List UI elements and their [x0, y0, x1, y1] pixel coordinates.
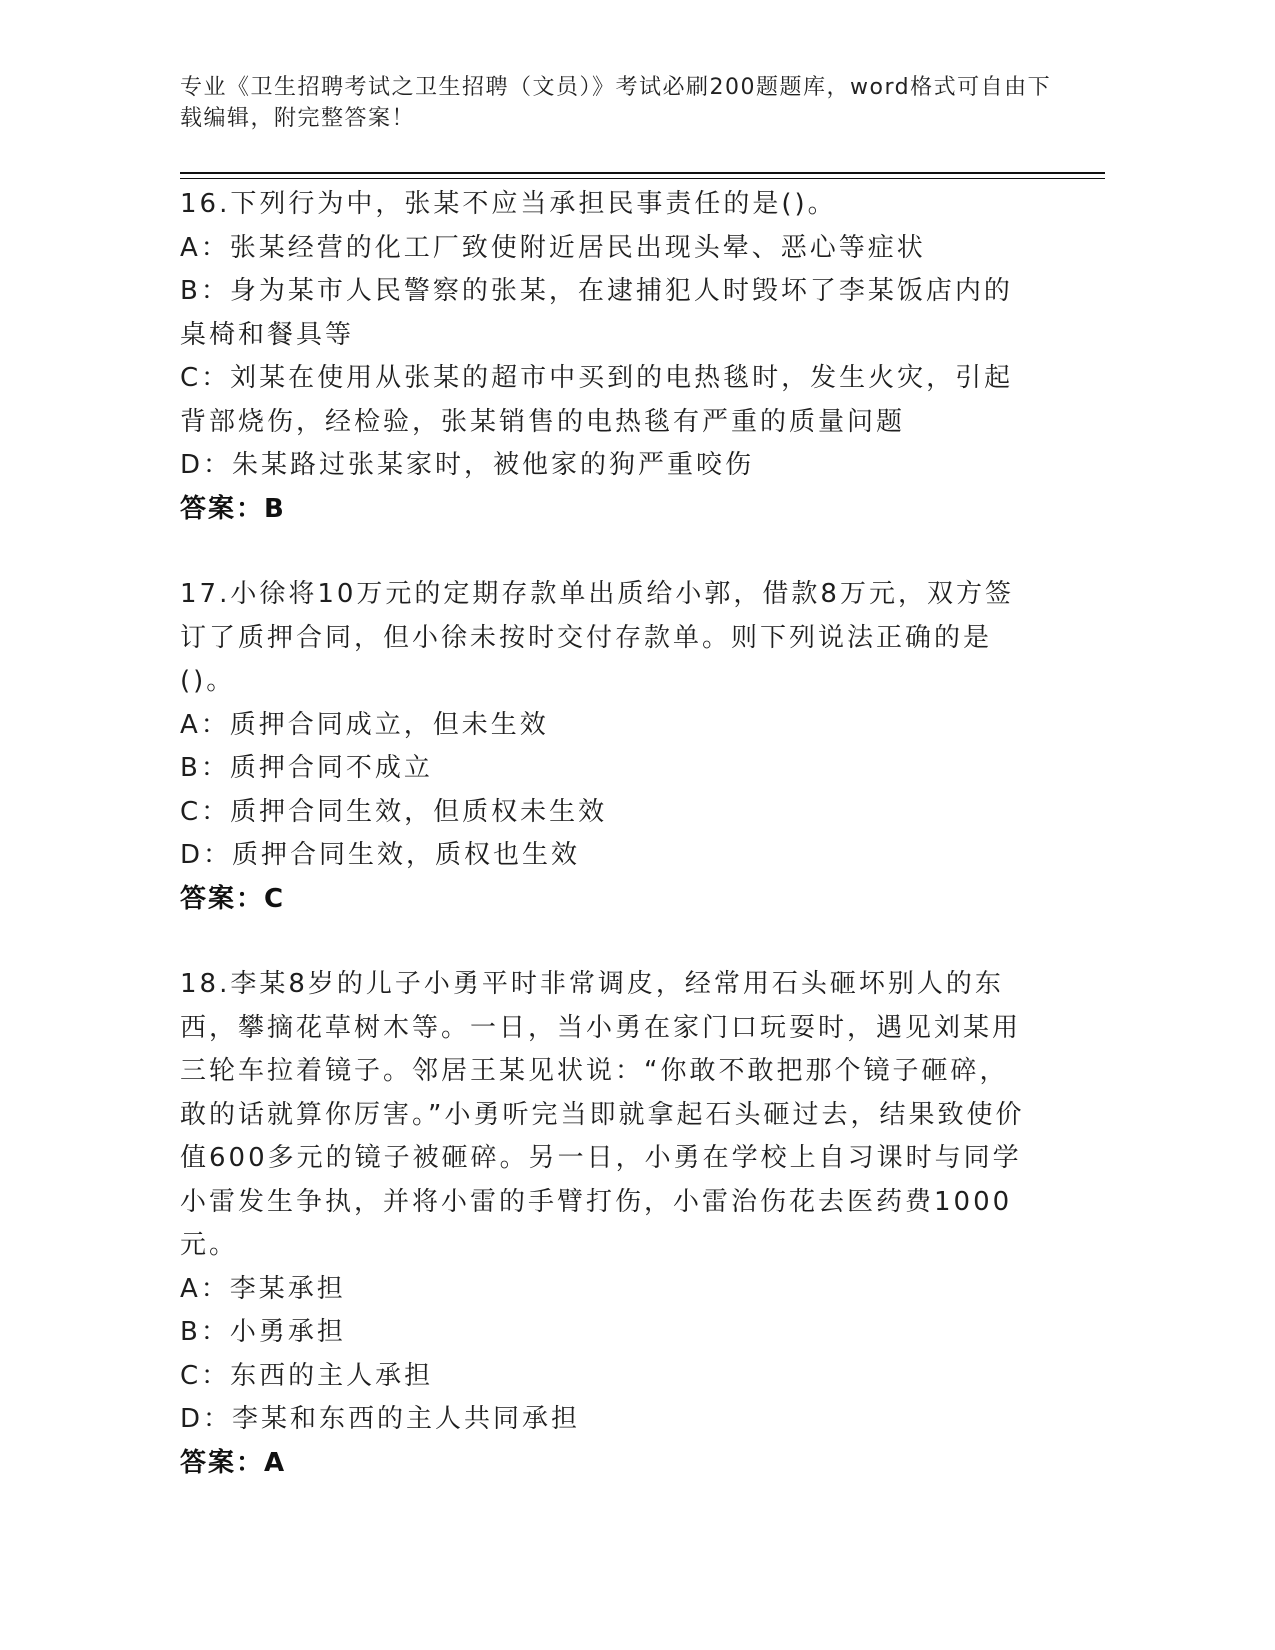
question-17 — [180, 573, 1030, 921]
page-header: 专业《卫生招聘考试之卫生招聘（文员）》考试必刷200题题库，word格式可自由下载编辑，附完整答案！ — [180, 75, 1052, 131]
option-a: A：李某承担 — [180, 1273, 346, 1304]
answer-label: 答案：C — [180, 883, 286, 914]
question-stem: 16.下列行为中，张某不应当承担民事责任的是()。 — [180, 189, 837, 219]
question-list — [180, 183, 1030, 1527]
header-divider-thin — [180, 178, 1105, 179]
option-b: B：身为某市人民警察的张某，在逮捕犯人时毁坏了李某饭店内的桌椅和餐具等 — [180, 276, 1013, 350]
option-a: A：质押合同成立，但未生效 — [180, 709, 549, 740]
answer-label: 答案：A — [180, 1447, 287, 1478]
option-a: A：张某经营的化工厂致使附近居民出现头晕、恶心等症状 — [180, 232, 926, 263]
question-16 — [180, 183, 1030, 531]
option-b: B：质押合同不成立 — [180, 753, 433, 783]
option-d: D：朱某路过张某家时，被他家的狗严重咬伤 — [180, 450, 755, 480]
question-stem: 18.李某8岁的儿子小勇平时非常调皮，经常用石头砸坏别人的东西，攀摘花草树木等。一日，当小勇在家门口玩耍时，遇见刘某用三轮车拉着镜子。邻居王某见状说：“你敢不敢把那个镜子砸碎，敢的话就算你厉害。”小勇听完当即就拿起石头砸过去，结果致使价值600多元的镜子被砸碎。另一日，小勇在学校上自习课时与同学小雷发生争执，并将小雷的手臂打伤，小雷治伤花去医药费1000元。 — [180, 969, 1025, 1260]
option-d: D：李某和东西的主人共同承担 — [180, 1404, 581, 1434]
option-c: C：质押合同生效，但质权未生效 — [180, 796, 608, 827]
question-18 — [180, 963, 1030, 1485]
option-c: C：东西的主人承担 — [180, 1360, 434, 1391]
option-d: D：质押合同生效，质权也生效 — [180, 840, 581, 870]
header-divider-thick — [180, 172, 1105, 174]
option-b: B：小勇承担 — [180, 1317, 346, 1347]
option-c: C：刘某在使用从张某的超市中买到的电热毯时，发生火灾，引起背部烧伤，经检验，张某销售的电热毯有严重的质量问题 — [180, 363, 1014, 437]
question-stem: 17.小徐将10万元的定期存款单出质给小郭，借款8万元，双方签订了质押合同，但小徐未按时交付存款单。则下列说法正确的是()。 — [180, 579, 1014, 696]
answer-label: 答案：B — [180, 493, 286, 524]
